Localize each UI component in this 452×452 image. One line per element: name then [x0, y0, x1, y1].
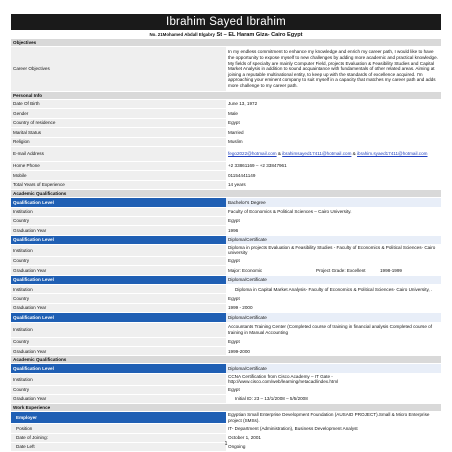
institution-label: Institution: [11, 285, 226, 294]
mobile-value: 01154441149: [226, 171, 441, 180]
country-value: Egypt: [226, 294, 441, 303]
graduation-year-label: Graduation Year: [11, 303, 226, 312]
qualification-level-value: Bachelor's Degree: [226, 198, 441, 207]
position-label: Position: [11, 424, 226, 433]
country-value: Egypt: [226, 337, 441, 346]
graduation-year-label: Graduation Year: [11, 226, 226, 235]
major-grade-row: [226, 266, 441, 275]
experience-years-label: Total Years of Experience: [11, 180, 226, 189]
date-left-label: Date Left: [11, 442, 226, 451]
address-street: St – EL Haram Giza- Cairo Egypt: [214, 32, 303, 38]
grade-value: Project Grade: Excellent: [316, 267, 366, 273]
qualification-level-label: Qualification Level: [11, 364, 226, 373]
qualification-level-label: Qualification Level: [11, 198, 226, 207]
marital-value: Married: [226, 128, 441, 137]
email-separator: &: [351, 151, 358, 157]
country-label: Country: [11, 256, 226, 265]
home-phone-label: Home Phone: [11, 161, 226, 170]
country-value: Egypt: [226, 118, 441, 127]
dob-label: Date Of Birth: [11, 100, 226, 109]
qualification-level-label: Qualification Level: [11, 313, 226, 322]
resume-table: [11, 39, 441, 452]
address-line: [11, 30, 441, 39]
career-objectives-label: Career Objectives: [11, 47, 226, 92]
qualification-level-value: Diploma/Certificate: [226, 364, 441, 373]
date-left-value: Ongoing: [226, 442, 441, 451]
institution-value: Diploma in Capital Market Analysis- Faculty of Economics & Political Sciences- Cairo University, .: [226, 285, 441, 294]
email-link-1[interactable]: fego2022@hotmail.com: [228, 151, 277, 157]
gender-value: Male: [226, 109, 441, 118]
country-label: Country: [11, 385, 226, 394]
section-academic-2: Academic Qualifications: [11, 356, 441, 364]
institution-value: Faculty of Economics & Political Sciences – Cairo University.: [226, 207, 441, 216]
country-label: Country: [11, 294, 226, 303]
dob-value: June 13, 1972: [226, 100, 441, 109]
email-value: [226, 146, 441, 161]
qualification-level-value: Diploma/Certificate: [226, 313, 441, 322]
institution-label: Institution: [11, 322, 226, 337]
resume-page: [11, 14, 441, 452]
country-label: Country of residence: [11, 118, 226, 127]
email-link-3[interactable]: ibrahim.syaed17411@hotmail.com: [357, 151, 428, 157]
country-label: Country: [11, 216, 226, 225]
institution-label: Institution: [11, 207, 226, 216]
mobile-label: Mobile: [11, 171, 226, 180]
page-number: 1: [224, 441, 228, 447]
experience-years-value: 14 years: [226, 180, 441, 189]
country-value: Egypt: [226, 385, 441, 394]
institution-label: Institution: [11, 373, 226, 385]
career-objectives-text: In my endless commitment to enhance my knowledge and enrich my career path, I would like to have the opportunity to expose myself to new challenges by adding more academic and practical knowledge. My fields of specialty are mainly Computer Field, projects Evaluation & Feasibility Studies and Capital Market Analysis in addition to sound acquaintance with fundamentals of other related areas. Aiming at joining a reputable multinational entity, to keep up with the standards of excellence acquired. I'm approaching your eminent company to suit myself in a capacity that matches my career path and adds more challenge to my career path.: [226, 47, 441, 92]
qualification-level-label: Qualification Level: [11, 275, 226, 284]
graduation-year-label: Graduation Year: [11, 266, 226, 275]
major-value: Major: Economic: [228, 267, 263, 273]
employer-label: Employer: [11, 412, 226, 424]
email-separator: &: [276, 151, 283, 157]
graduation-year-value: 1999 - 2000: [226, 303, 441, 312]
section-personal-info: Personal Info: [11, 92, 441, 100]
email-link-2[interactable]: ibrahimsayed17411@hotmail.com: [282, 151, 352, 157]
institution-value: Diploma in projects Evaluation & Feasibility Studies - Faculty of Economics & Political Sciences- Cairo university: [226, 245, 441, 257]
marital-label: Marital Status: [11, 128, 226, 137]
country-value: Egypt: [226, 256, 441, 265]
graduation-year-value: Initial ID: 23 – 13/1/2008 – 5/5/2008: [226, 395, 441, 404]
section-objectives: Objectives: [11, 39, 441, 47]
graduation-year-value: 1999-2000: [226, 347, 441, 356]
name-header: Ibrahim Sayed Ibrahim: [11, 14, 441, 30]
institution-label: Institution: [11, 245, 226, 257]
graduation-year-label: Graduation Year: [11, 347, 226, 356]
position-value: IT- Department (Administration), Business Development Analyst: [226, 424, 441, 433]
qualification-level-label: Qualification Level: [11, 235, 226, 244]
graduation-year-label: Graduation Year: [11, 395, 226, 404]
section-work-experience: Work Experience: [11, 404, 441, 412]
home-phone-value: +2 33861169 – +2 33847961: [226, 161, 441, 170]
date-joining-label: Date of Joining:: [11, 433, 226, 442]
institution-value: CCNA Certification from Cisco Academy – IT Gate - http://www.cisco.com/web/learning/netacad/index.html: [226, 373, 441, 385]
section-academic: Academic Qualifications: [11, 190, 441, 198]
qualification-level-value: Diploma/Certificate: [226, 235, 441, 244]
religion-value: Muslim: [226, 137, 441, 146]
years-value: 1998-1999: [380, 267, 402, 273]
religion-label: Religion: [11, 137, 226, 146]
email-label: E-mail Address: [11, 146, 226, 161]
graduation-year-value: 1996: [226, 226, 441, 235]
employer-value: Egyptian Small Enterprise Development Foundation (AUSAID PROJECT).Small & Micro Enterprise project (SMSs).: [226, 412, 441, 424]
qualification-level-value: Diploma/Certificate: [226, 275, 441, 284]
gender-label: Gender: [11, 109, 226, 118]
address-number: No. 21Mohamed Abdall Elgabry: [149, 32, 215, 37]
country-label: Country: [11, 337, 226, 346]
institution-value: Accountants Training Center (Completed course of training in financial analysis Completed course of training in Manual Accounting: [226, 322, 441, 337]
date-joining-value: October 1, 2001: [226, 433, 441, 442]
country-value: Egypt: [226, 216, 441, 225]
